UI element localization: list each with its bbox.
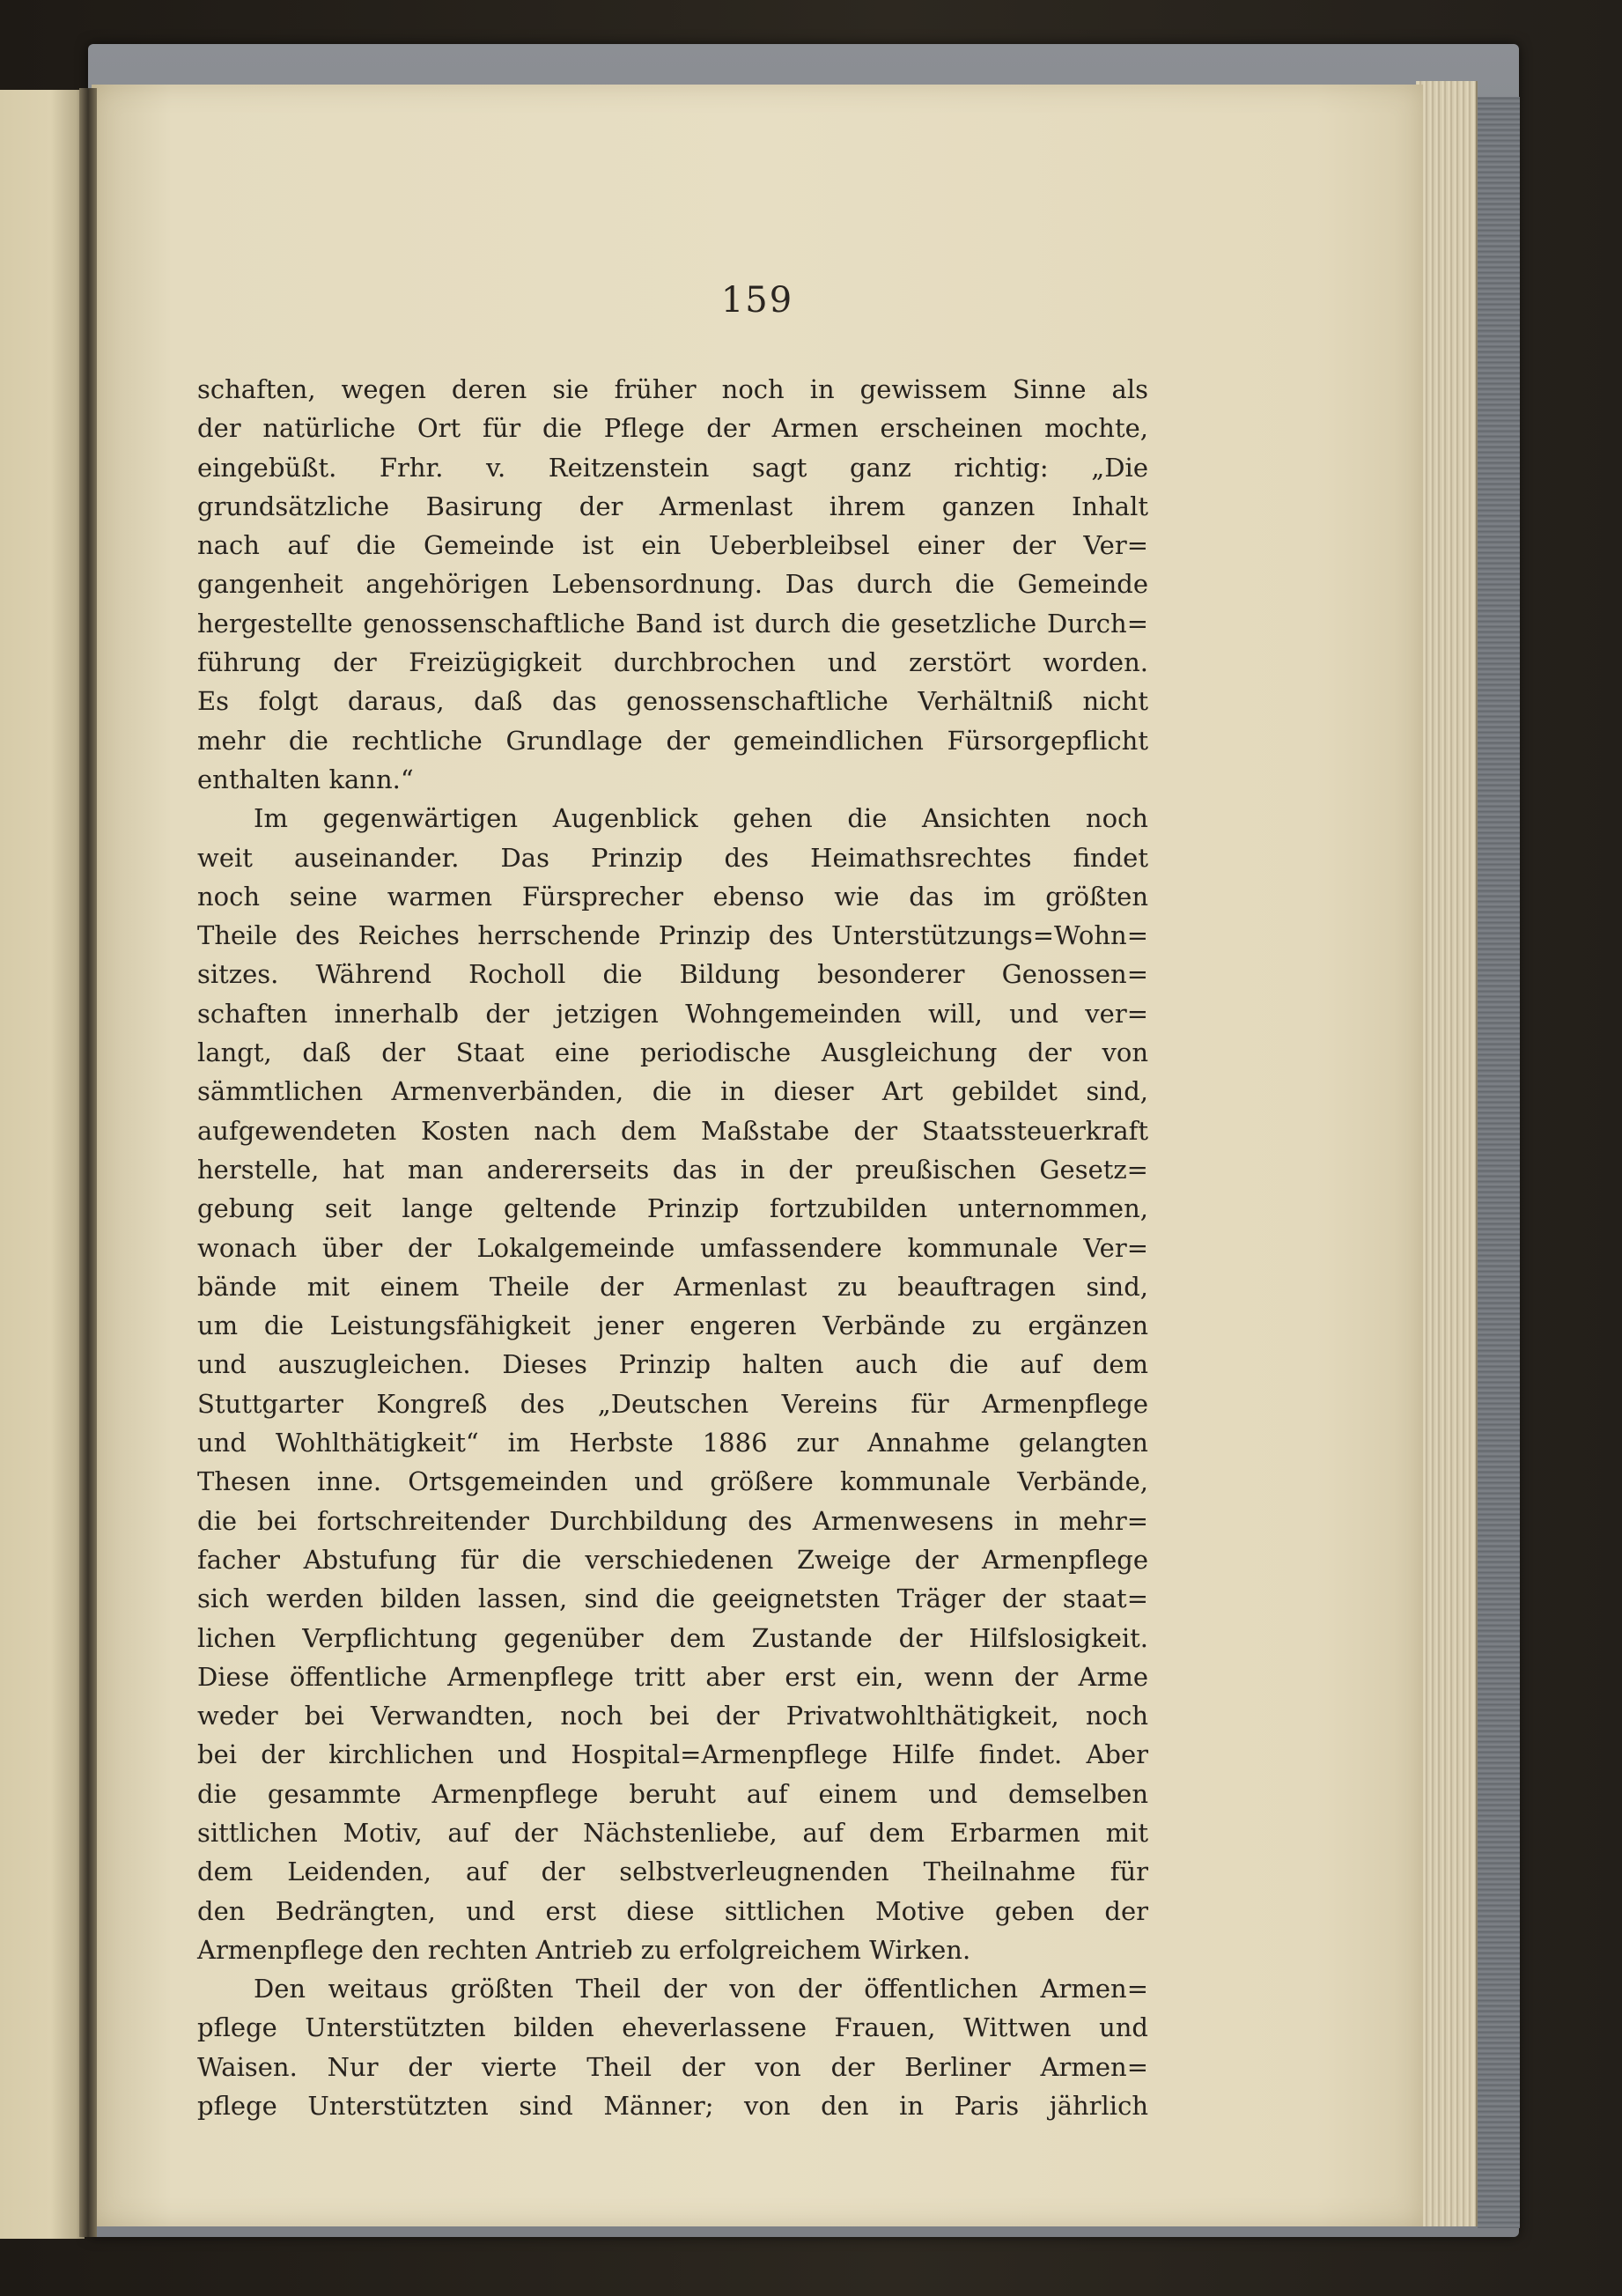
text-line: pflege Unterstützten bilden eheverlassene Frauen, Wittwen und [197, 2012, 1148, 2043]
text-line: bände mit einem Theile der Armenlast zu beauftragen sind, [197, 1271, 1148, 1302]
text-line: Waisen. Nur der vierte Theil der von der Berliner Armen= [197, 2051, 1148, 2082]
text-line: eingebüßt. Frhr. v. Reitzenstein sagt ganz richtig: „Die [197, 452, 1148, 483]
text-line: sich werden bilden lassen, sind die geeignetsten Träger der staat= [197, 1584, 1148, 1614]
text-line: sitzes. Während Rocholl die Bildung besonderer Genossen= [197, 959, 1148, 990]
text-line: bei der kirchlichen und Hospital=Armenpflege Hilfe findet. Aber [197, 1739, 1148, 1770]
text-line: herstelle, hat man andererseits das in der preußischen Gesetz= [197, 1154, 1148, 1185]
text-line: Diese öffentliche Armenpflege tritt aber erst ein, wenn der Arme [197, 1661, 1148, 1692]
text-line: der natürliche Ort für die Pflege der Armen erscheinen mochte, [197, 413, 1148, 444]
text-line: dem Leidenden, auf der selbstverleugnenden Theilnahme für [197, 1857, 1148, 1887]
cover-edge [1478, 97, 1520, 2228]
text-line: die gesammte Armenpflege beruht auf einem und demselben [197, 1778, 1148, 1809]
text-line: wonach über der Lokalgemeinde umfassendere kommunale Ver= [197, 1232, 1148, 1263]
text-line: schaften innerhalb der jetzigen Wohngemeinden will, und ver= [197, 998, 1148, 1029]
body-text [197, 370, 1148, 2125]
text-line: Armenpflege den rechten Antrieb zu erfolgreichem Wirken. [197, 1934, 971, 1965]
text-line: pflege Unterstützten sind Männer; von den in Paris jährlich [197, 2091, 1148, 2122]
text-line: und Wohlthätigkeit“ im Herbste 1886 zur Annahme gelangten [197, 1428, 1148, 1458]
text-line: nach auf die Gemeinde ist ein Ueberbleibsel einer der Ver= [197, 530, 1148, 561]
text-line: noch seine warmen Fürsprecher ebenso wie das im größten [197, 881, 1148, 912]
text-line: facher Abstufung für die verschiedenen Zweige der Armenpflege [197, 1544, 1148, 1575]
text-line: schaften, wegen deren sie früher noch in gewissem Sinne als [197, 374, 1148, 404]
text-line: lichen Verpflichtung gegenüber dem Zustande der Hilfslosigkeit. [197, 1622, 1148, 1653]
text-line: Im gegenwärtigen Augenblick gehen die Ansichten noch [254, 803, 1148, 834]
text-line: sämmtlichen Armenverbänden, die in dieser Art gebildet sind, [197, 1076, 1148, 1107]
text-line: gebung seit lange geltende Prinzip fortzubilden unternommen, [197, 1193, 1148, 1224]
text-line: mehr die rechtliche Grundlage der gemeindlichen Fürsorgepflicht [197, 725, 1148, 756]
text-line: den Bedrängten, und erst diese sittlichen Motive geben der [197, 1895, 1148, 1926]
text-line: Es folgt daraus, daß das genossenschaftliche Verhältniß nicht [197, 686, 1148, 717]
text-line: enthalten kann.“ [197, 764, 414, 794]
text-line: führung der Freizügigkeit durchbrochen und zerstört worden. [197, 647, 1148, 678]
text-line: grundsätzliche Basirung der Armenlast ihrem ganzen Inhalt [197, 491, 1148, 521]
text-line: weit auseinander. Das Prinzip des Heimathsrechtes findet [197, 842, 1148, 873]
text-line: langt, daß der Staat eine periodische Ausgleichung der von [197, 1037, 1148, 1068]
text-line: Stuttgarter Kongreß des „Deutschen Vereins für Armenpflege [197, 1388, 1148, 1419]
text-line: hergestellte genossenschaftliche Band ist durch die gesetzliche Durch= [197, 608, 1148, 639]
text-line: gangenheit angehörigen Lebensordnung. Das durch die Gemeinde [197, 569, 1148, 600]
text-line: weder bei Verwandten, noch bei der Privatwohlthätigkeit, noch [197, 1701, 1148, 1731]
text-line: Den weitaus größten Theil der von der öffentlichen Armen= [254, 1974, 1148, 2004]
text-line: um die Leistungsfähigkeit jener engeren Verbände zu ergänzen [197, 1310, 1148, 1341]
text-line: und auszugleichen. Dieses Prinzip halten auch die auf dem [197, 1349, 1148, 1380]
text-line: Theile des Reiches herrschende Prinzip des Unterstützungs=Wohn= [197, 920, 1148, 951]
page-block-edges [1416, 81, 1478, 2226]
previous-page-edge [0, 90, 85, 2239]
text-line: Thesen inne. Ortsgemeinden und größere kommunale Verbände, [197, 1466, 1148, 1497]
book-gutter [79, 88, 97, 2237]
page-number: 159 [720, 280, 794, 321]
text-line: die bei fortschreitender Durchbildung des Armenwesens in mehr= [197, 1505, 1148, 1536]
text-line: aufgewendeten Kosten nach dem Maßstabe der Staatssteuerkraft [197, 1115, 1148, 1146]
text-line: sittlichen Motiv, auf der Nächstenliebe, auf dem Erbarmen mit [197, 1817, 1148, 1848]
